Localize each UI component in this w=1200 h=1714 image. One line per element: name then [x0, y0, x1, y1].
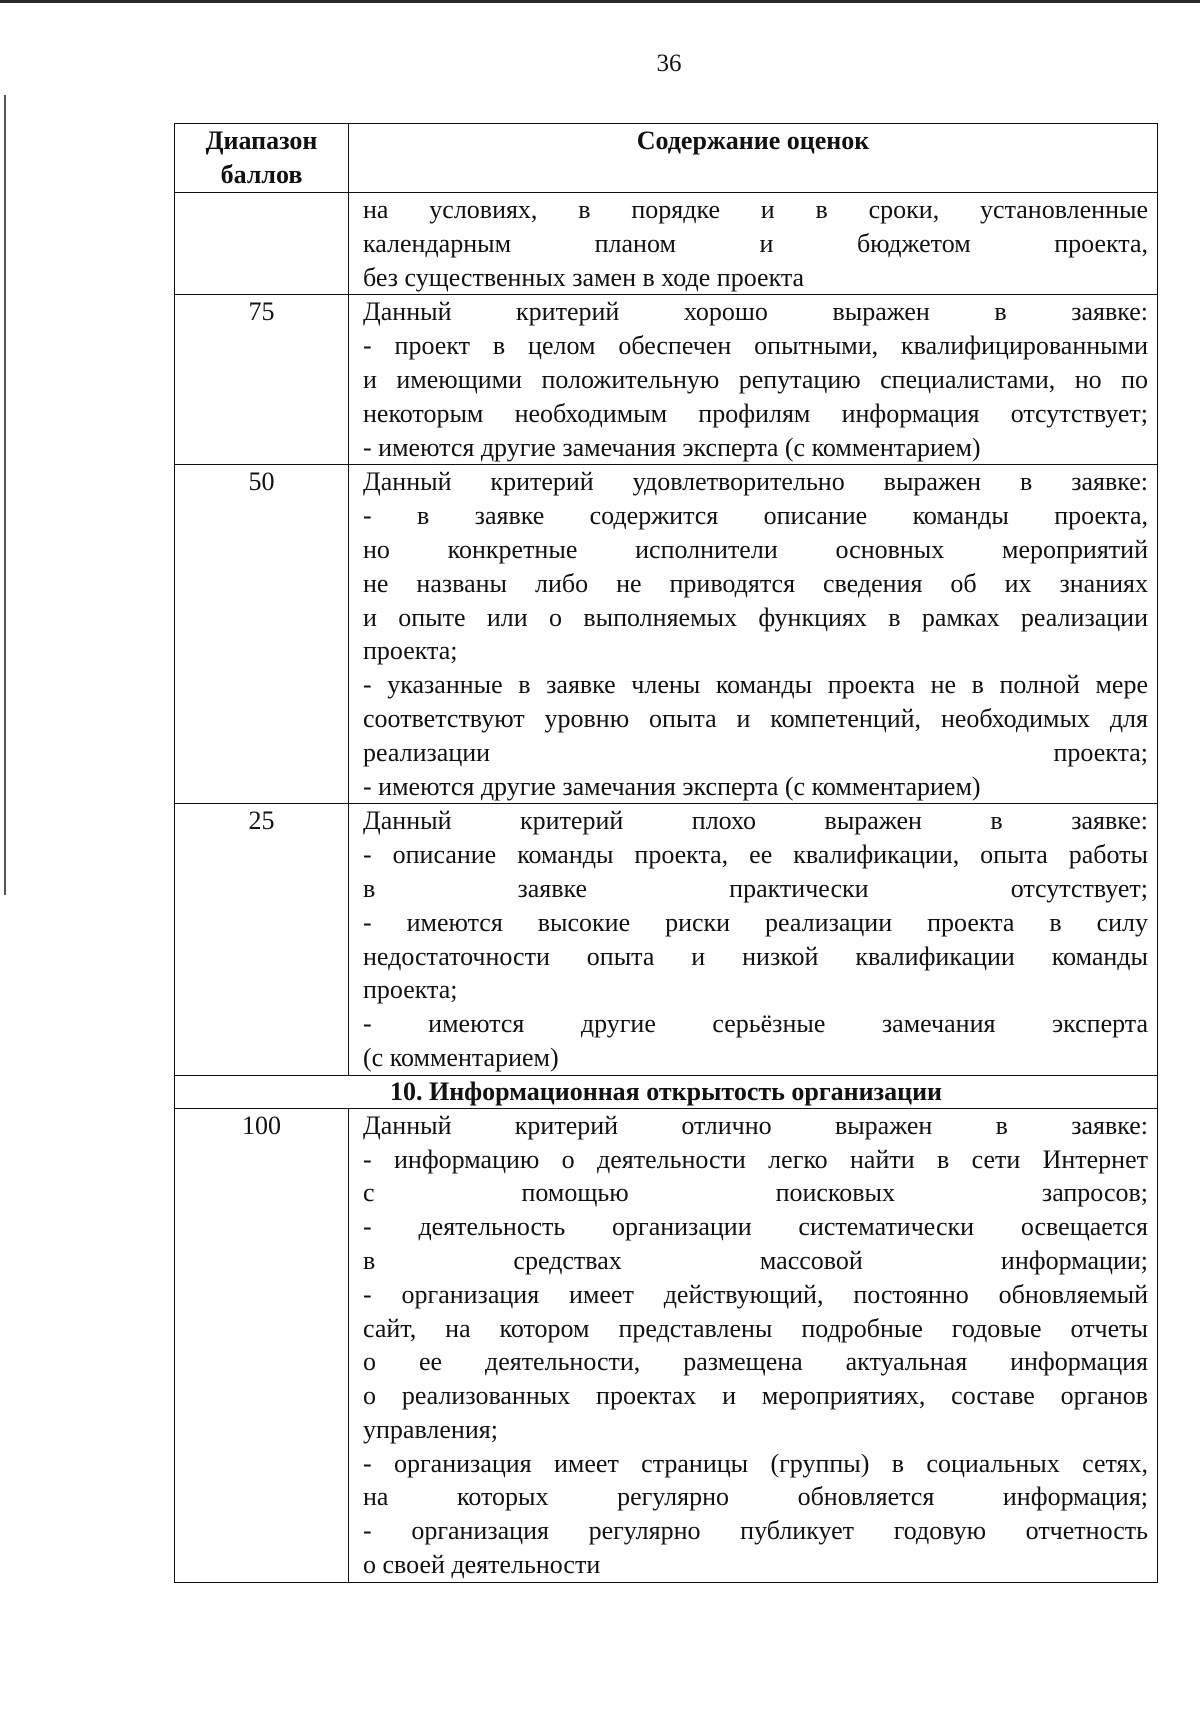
content-line: Данный критерий хорошо выражен в заявке:	[363, 297, 1148, 327]
scan-border-top	[0, 0, 1200, 3]
content-line: в заявке практически отсутствует;	[363, 873, 1148, 903]
scan-border-left	[4, 95, 6, 895]
table-row	[175, 295, 1158, 465]
content-cell	[349, 465, 1158, 804]
content-line: - имеются другие замечания эксперта (с комментарием)	[363, 432, 981, 462]
page-number: 36	[656, 50, 682, 77]
content-line: - имеются другие серьёзные замечания эксперта	[363, 1009, 1148, 1039]
content-line: и имеющими положительную репутацию специалистами, но по	[363, 364, 1148, 394]
content-line: - организация регулярно публикует годовую отчетность	[363, 1516, 1148, 1546]
content-line: некоторым необходимым профилям информация отсутствует;	[363, 398, 1148, 428]
content-line: - имеются высокие риски реализации проекта в силу	[363, 907, 1148, 937]
content-line: - указанные в заявке члены команды проекта не в полной мере	[363, 670, 1148, 700]
content-line: - в заявке содержится описание команды проекта,	[363, 501, 1148, 531]
table-body	[175, 193, 1158, 1583]
content-line: сайт, на котором представлены подробные годовые отчеты	[363, 1313, 1148, 1343]
content-cell	[349, 193, 1158, 295]
evaluation-table	[174, 123, 1158, 1583]
section-title: 10. Информационная открытость организации	[175, 1075, 1158, 1108]
content-line: - организация имеет страницы (группы) в социальных сетях,	[363, 1448, 1148, 1478]
content-cell	[349, 804, 1158, 1075]
content-line: на которых регулярно обновляется информация;	[363, 1482, 1148, 1512]
content-cell	[349, 1108, 1158, 1582]
score-cell: 25	[175, 804, 349, 1075]
content-line: - организация имеет действующий, постоянно обновляемый	[363, 1279, 1148, 1309]
header-score-range: Диапазон баллов	[175, 124, 349, 193]
content-line: - деятельность организации систематически освещается	[363, 1212, 1148, 1242]
content-line: с помощью поисковых запросов;	[363, 1178, 1148, 1208]
content-line: о реализованных проектах и мероприятиях, составе органов	[363, 1381, 1148, 1411]
table-row	[175, 1108, 1158, 1582]
score-cell: 75	[175, 295, 349, 465]
content-line: - проект в целом обеспечен опытными, квалифицированными	[363, 331, 1148, 361]
content-line: календарным планом и бюджетом проекта,	[363, 228, 1148, 258]
content-line: - описание команды проекта, ее квалификации, опыта работы	[363, 840, 1148, 870]
content-line: (с комментарием)	[363, 1042, 559, 1072]
content-line: на условиях, в порядке и в сроки, установленные	[363, 195, 1148, 224]
content-line: без существенных замен в ходе проекта	[363, 262, 805, 292]
table-header-row	[175, 124, 1158, 193]
content-line: Данный критерий удовлетворительно выражен в заявке:	[363, 467, 1148, 497]
content-line: проекта;	[363, 636, 458, 666]
content-line: - имеются другие замечания эксперта (с комментарием)	[363, 771, 981, 801]
score-cell	[175, 193, 349, 295]
table-row	[175, 193, 1158, 295]
content-line: Данный критерий плохо выражен в заявке:	[363, 806, 1148, 836]
table-row	[175, 804, 1158, 1075]
content-line: но конкретные исполнители основных мероприятий	[363, 534, 1148, 564]
content-line: управления;	[363, 1414, 498, 1444]
content-line: проекта;	[363, 975, 458, 1005]
content-line: о ее деятельности, размещена актуальная информация	[363, 1347, 1148, 1377]
score-cell: 50	[175, 465, 349, 804]
content-cell	[349, 295, 1158, 465]
score-cell: 100	[175, 1108, 349, 1582]
content-line: реализации проекта;	[363, 737, 1148, 767]
header-content: Содержание оценок	[349, 124, 1158, 193]
content-line: и опыте или о выполняемых функциях в рамках реализации	[363, 602, 1148, 632]
content-line: недостаточности опыта и низкой квалификации команды	[363, 941, 1148, 971]
section-header-row	[175, 1075, 1158, 1108]
table-row	[175, 465, 1158, 804]
content-line: о своей деятельности	[363, 1550, 601, 1580]
content-line: не названы либо не приводятся сведения об их знаниях	[363, 568, 1148, 598]
content-line: соответствуют уровню опыта и компетенций, необходимых для	[363, 703, 1148, 733]
content-line: в средствах массовой информации;	[363, 1245, 1148, 1275]
content-line: - информацию о деятельности легко найти в сети Интернет	[363, 1144, 1148, 1174]
content-line: Данный критерий отлично выражен в заявке:	[363, 1110, 1148, 1140]
